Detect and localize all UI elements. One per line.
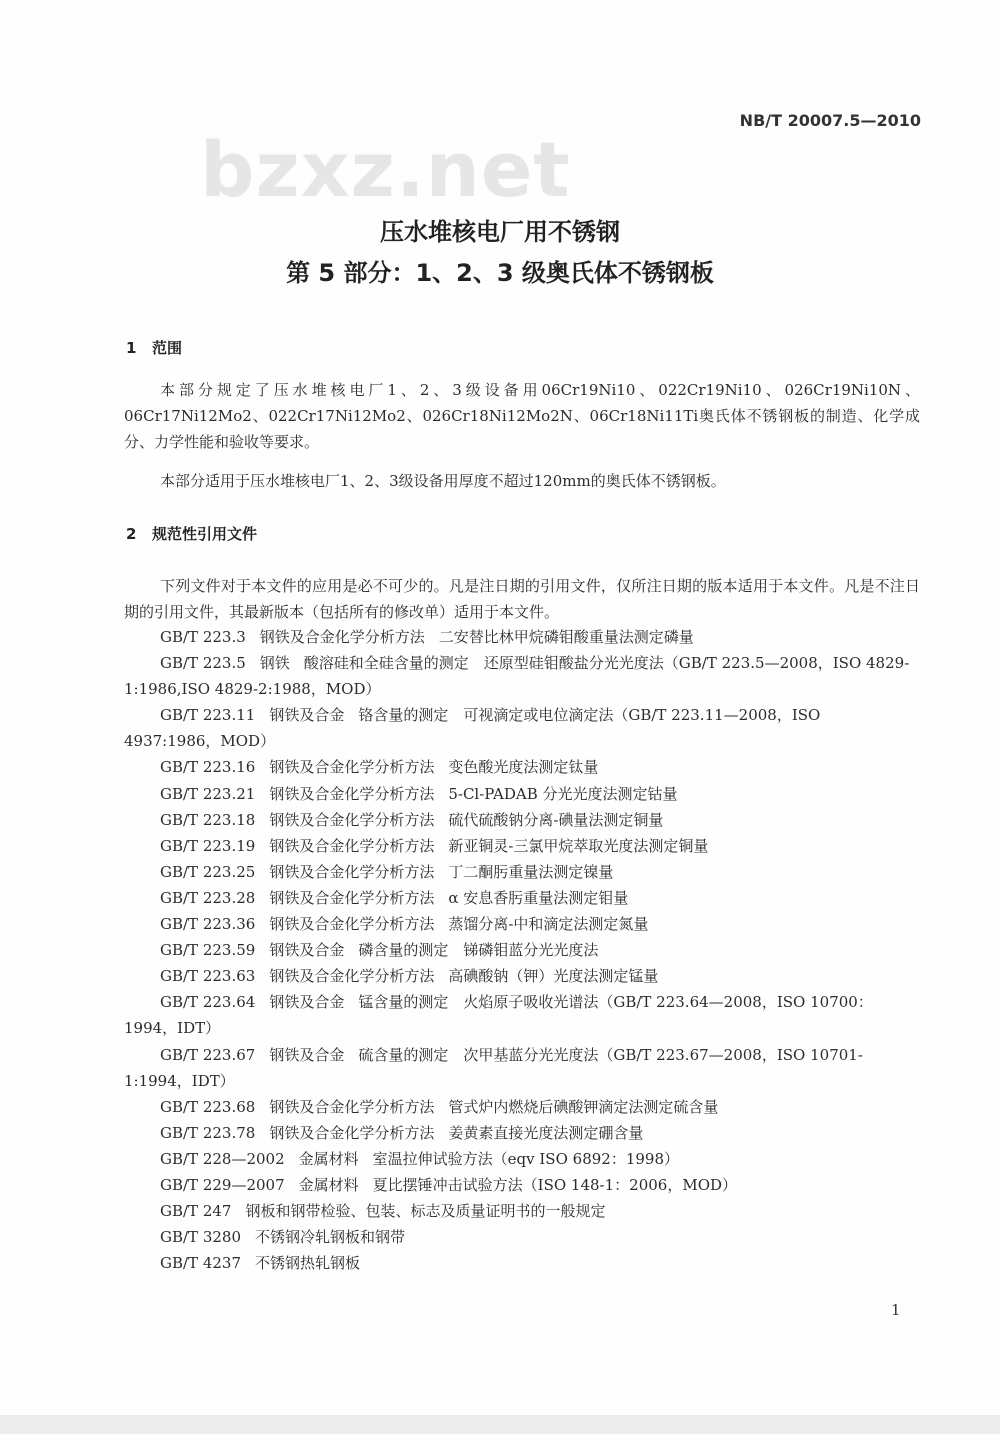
reference-item: GB/T 4237 不锈钢热轧钢板: [160, 1254, 361, 1273]
reference-item: GB/T 223.59 钢铁及合金 磷含量的测定 锑磷钼蓝分光光度法: [160, 941, 599, 960]
watermark: bzxz.net: [200, 125, 571, 214]
reference-item: GB/T 223.28 钢铁及合金化学分析方法 α 安息香肟重量法测定钼量: [160, 888, 629, 907]
document-title-line2: 第 5 部分：1、2、3 级奥氏体不锈钢板: [286, 259, 714, 287]
reference-item: GB/T 223.78 钢铁及合金化学分析方法 姜黄素直接光度法测定硼含量: [160, 1123, 644, 1142]
reference-item: GB/T 3280 不锈钢冷轧钢板和钢带: [160, 1228, 406, 1247]
section-heading-normative-references: [126, 523, 257, 544]
references-intro-paragraph: 下列文件对于本文件的应用是必不可少的。凡是注日期的引用文件，仅所注日期的版本适用于本文件。凡是不注日期的引用文件，其最新版本（包括所有的修改单）适用于本文件。: [124, 577, 920, 621]
section-number: 1: [126, 339, 137, 357]
scope-paragraph-2: 本部分适用于压水堆核电厂1、2、3级设备用厚度不超过120mm的奥氏体不锈钢板。: [160, 472, 726, 490]
reference-item: GB/T 223.21 钢铁及合金化学分析方法 5-Cl-PADAB 分光光度法测定钴量: [160, 784, 678, 803]
page-number: 1: [891, 1301, 901, 1319]
reference-item: GB/T 223.64 钢铁及合金 锰含量的测定 火焰原子吸收光谱法（GB/T 223.64—2008，ISO 10700：1994，IDT）: [124, 993, 873, 1038]
reference-item: GB/T 223.19 钢铁及合金化学分析方法 新亚铜灵-三氯甲烷萃取光度法测定铜量: [160, 836, 709, 855]
reference-item: GB/T 247 钢板和钢带检验、包装、标志及质量证明书的一般规定: [160, 1202, 606, 1221]
reference-item: GB/T 223.5 钢铁 酸溶硅和全硅含量的测定 还原型硅钼酸盐分光光度法（GB/T 223.5—2008，ISO 4829-1:1986,ISO 4829-2:1988，MOD）: [124, 654, 910, 699]
reference-item: GB/T 229—2007 金属材料 夏比摆锤冲击试验方法（ISO 148-1：2006，MOD）: [160, 1175, 738, 1194]
standard-number: NB/T 20007.5—2010: [739, 111, 921, 130]
scope-paragraph-1: 本部分规定了压水堆核电厂1、2、3级设备用06Cr19Ni10、022Cr19Ni10、026Cr19Ni10N、06Cr17Ni12Mo2、022Cr17Ni12Mo2、026Cr18Ni12Mo2N、06Cr18Ni11Ti奥氏体不锈钢板的制造、化学成分、力学性能和验收等要求。: [124, 381, 920, 451]
reference-item: GB/T 223.67 钢铁及合金 硫含量的测定 次甲基蓝分光光度法（GB/T 223.67—2008，ISO 10701-1:1994，IDT）: [124, 1045, 863, 1090]
reference-item: GB/T 223.3 钢铁及合金化学分析方法 二安替比林甲烷磷钼酸重量法测定磷量: [160, 628, 694, 646]
viewer-bottom-strip: [0, 1415, 1000, 1434]
reference-item: GB/T 228—2002 金属材料 室温拉伸试验方法（eqv ISO 6892：1998）: [160, 1149, 679, 1168]
reference-item: GB/T 223.25 钢铁及合金化学分析方法 丁二酮肟重量法测定镍量: [160, 862, 614, 881]
reference-list: [124, 624, 920, 1276]
reference-item: GB/T 223.68 钢铁及合金化学分析方法 管式炉内燃烧后碘酸钾滴定法测定硫含量: [160, 1097, 719, 1116]
reference-item: GB/T 223.16 钢铁及合金化学分析方法 变色酸光度法测定钛量: [160, 758, 599, 777]
reference-item: GB/T 223.36 钢铁及合金化学分析方法 蒸馏分离-中和滴定法测定氮量: [160, 915, 649, 934]
section-heading-scope: [126, 337, 182, 358]
reference-item: GB/T 223.63 钢铁及合金化学分析方法 高碘酸钠（钾）光度法测定锰量: [160, 967, 659, 986]
reference-item: GB/T 223.11 钢铁及合金 铬含量的测定 可视滴定或电位滴定法（GB/T 223.11—2008，ISO 4937:1986，MOD）: [124, 706, 821, 751]
section-number: 2: [126, 525, 137, 543]
section-title: 范围: [152, 339, 183, 357]
section-title: 规范性引用文件: [152, 525, 258, 543]
document-title-line1: 压水堆核电厂用不锈钢: [380, 218, 620, 246]
reference-item: GB/T 223.18 钢铁及合金化学分析方法 硫代硫酸钠分离-碘量法测定铜量: [160, 810, 664, 829]
